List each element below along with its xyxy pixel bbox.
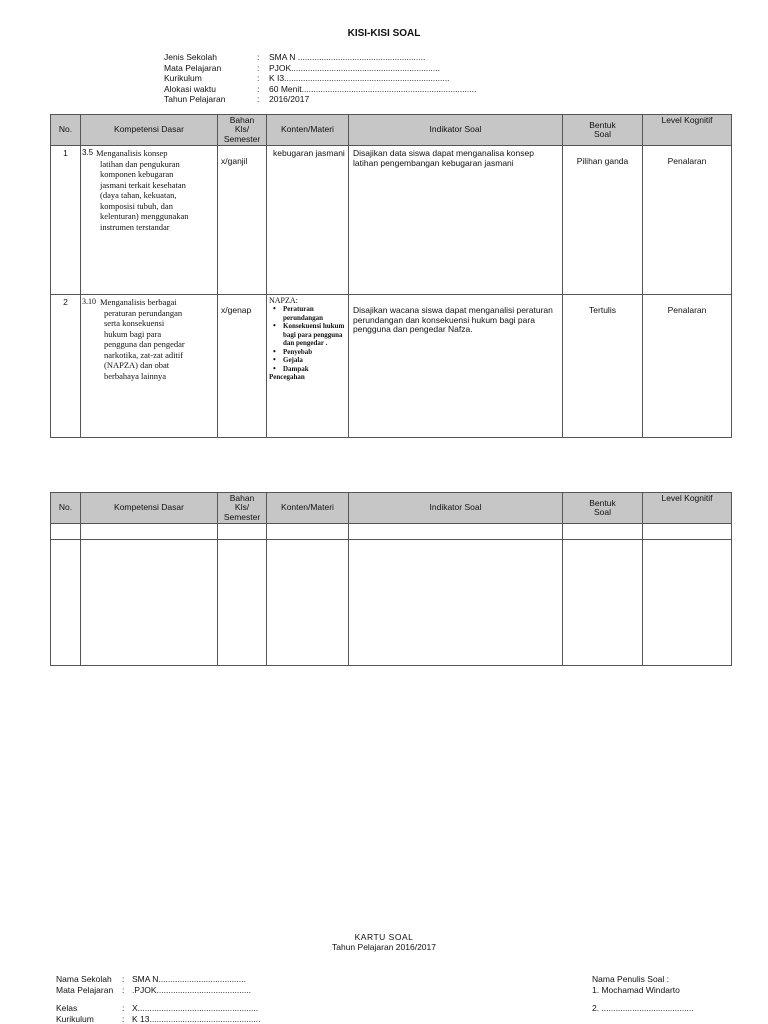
kartu-title: KARTU SOAL <box>354 932 414 942</box>
list-item: • Peraturan perundangan <box>273 305 345 322</box>
author-2: 2. ....................................... <box>592 1003 694 1013</box>
table-header-row <box>51 115 732 146</box>
header-level: Level Kognitif <box>643 493 732 524</box>
row-indikator: Disajikan wacana siswa dapat menganalisi peraturan perundangan dan konsekuensi hukum bagi para pengguna dan pengedar Nafza. <box>349 295 563 438</box>
row-indikator: Disajikan data siswa dapat menganalisa konsep latihan pengembangan kebugaran jasmani <box>349 146 563 295</box>
header-konten: Konten/Materi <box>267 493 349 524</box>
meta-row-school: Jenis Sekolah : SMA N ...................................................... <box>164 52 426 62</box>
header-bahan: Bahan Kls/ Semester <box>218 493 267 524</box>
kartu-info-left: Nama Sekolah : SMA N..................................... Mata Pelajaran : .PJOK........................................ Kelas : X................................................... Kurikulum : K 13............................................... <box>56 974 261 1024</box>
list-item: • Konsekuensi hukum bagi para pengguna dan pengedar . <box>273 322 345 348</box>
kisi-table-blank <box>50 492 732 666</box>
table-header-row <box>51 493 732 524</box>
meta-row-time: Alokasi waktu : 60 Menit.......................................................................... <box>164 83 477 94</box>
header-konten: Konten/Materi <box>267 115 349 146</box>
row-no: 1 <box>51 146 81 295</box>
document-meta <box>164 52 476 105</box>
header-no: No. <box>51 493 81 524</box>
list-item: • Dampak <box>273 365 345 374</box>
kartu-soal-heading <box>0 932 768 952</box>
row-kd: 3.10 Menganalisis berbagai peraturan perundangan serta konsekuensi hukum bagi para pengguna dan pengedar narkotika, zat-zat aditif (NAPZA) dan obat berbahaya lainnya <box>81 295 218 438</box>
header-no: No. <box>51 115 81 146</box>
row-level: Penalaran <box>643 146 732 295</box>
list-item: • Gejala <box>273 356 345 365</box>
header-kd: Kompetensi Dasar <box>81 493 218 524</box>
row-kd: 3.5 Menganalisis konsep latihan dan pengukuran komponen kebugaran jasmani terkait kesehatan (daya tahan, kekuatan, komposisi tubuh, dan kelenturan) menggunakan instrumen terstandar <box>81 146 218 295</box>
header-indikator: Indikator Soal <box>349 493 563 524</box>
table-row <box>51 295 732 438</box>
row-bahan: x/ganjil <box>218 146 267 295</box>
header-bentuk: Bentuk Soal <box>563 493 643 524</box>
row-bentuk: Tertulis <box>563 295 643 438</box>
header-bentuk: Bentuk Soal <box>563 115 643 146</box>
kisi-table <box>50 114 732 438</box>
page-title: KISI-KISI SOAL <box>347 28 421 39</box>
header-indikator: Indikator Soal <box>349 115 563 146</box>
table-row <box>51 524 732 540</box>
author-heading: Nama Penulis Soal : <box>592 974 670 984</box>
row-no: 2 <box>51 295 81 438</box>
row-bahan: x/genap <box>218 295 267 438</box>
kartu-year: Tahun Pelajaran 2016/2017 <box>332 942 436 952</box>
row-bentuk: Pilihan ganda <box>563 146 643 295</box>
row-konten: NAPZA: • Peraturan perundangan • Konsekuensi hukum bagi para pengguna dan pengedar . • Penyebab • Gejala • Dampak Pencegahan <box>267 295 349 438</box>
header-level: Level Kognitif <box>643 115 732 146</box>
table-row <box>51 540 732 666</box>
meta-row-curriculum: Kurikulum : K I3...................................................................... <box>164 73 450 83</box>
header-kd: Kompetensi Dasar <box>81 115 218 146</box>
konten-tail: Pencegahan <box>269 373 305 381</box>
table-row <box>51 146 732 295</box>
kartu-info-right <box>592 974 694 1014</box>
list-item: • Penyebab <box>273 348 345 357</box>
author-1: 1. Mochamad Windarto <box>592 984 680 995</box>
row-level: Penalaran <box>643 295 732 438</box>
header-bahan: Bahan Kls/ Semester <box>218 115 267 146</box>
meta-row-year: Tahun Pelajaran : 2016/2017 <box>164 94 310 104</box>
row-konten: kebugaran jasmani <box>267 146 349 295</box>
napza-list <box>269 305 345 373</box>
meta-row-subject: Mata Pelajaran : PJOK............................................................... <box>164 62 440 73</box>
